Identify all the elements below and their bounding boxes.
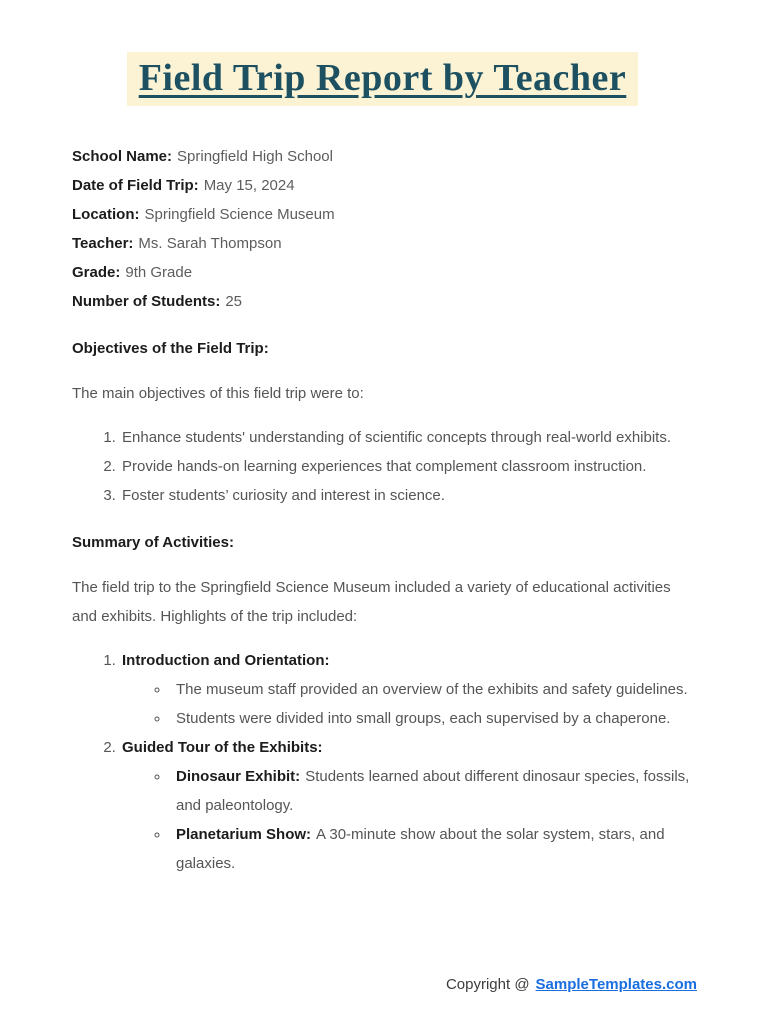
- sub-item: [170, 762, 695, 820]
- detail-row-location: [72, 200, 695, 229]
- objectives-heading: Objectives of the Field Trip:: [72, 340, 269, 357]
- detail-row-grade: [72, 258, 695, 287]
- summary-item-title: Introduction and Orientation:: [122, 652, 330, 669]
- detail-row-students: [72, 287, 695, 316]
- detail-label: Number of Students:: [72, 293, 221, 310]
- sub-item-text: Students learned about different dinosaur species, fossils, and paleontology.: [176, 768, 690, 814]
- copyright-link[interactable]: SampleTemplates.com: [535, 976, 697, 993]
- sub-item-bold: Dinosaur Exhibit:: [176, 768, 301, 785]
- detail-value: 25: [225, 293, 243, 310]
- detail-value: Ms. Sarah Thompson: [138, 235, 282, 252]
- detail-row-teacher: [72, 229, 695, 258]
- detail-label: School Name:: [72, 148, 173, 165]
- sub-item-text: A 30-minute show about the solar system, stars, and galaxies.: [176, 826, 665, 872]
- summary-item: [120, 646, 695, 733]
- detail-value: 9th Grade: [125, 264, 193, 281]
- detail-label: Teacher:: [72, 235, 134, 252]
- sub-item-text: The museum staff provided an overview of the exhibits and safety guidelines.: [176, 681, 688, 698]
- detail-value: Springfield Science Museum: [144, 206, 335, 223]
- detail-label: Location:: [72, 206, 140, 223]
- sub-list: [122, 762, 695, 878]
- summary-intro: The field trip to the Springfield Science Museum included a variety of educational activities and exhibits. Highlights of the trip included:: [72, 579, 671, 625]
- sub-item-text: Students were divided into small groups, each supervised by a chaperone.: [176, 710, 671, 727]
- detail-value: May 15, 2024: [203, 177, 295, 194]
- page-title: Field Trip Report by Teacher: [138, 57, 627, 99]
- title-highlight: [127, 52, 639, 106]
- sub-list: [122, 675, 695, 733]
- detail-row-school: [72, 142, 695, 171]
- trip-details: [72, 142, 695, 316]
- summary-list: [72, 646, 695, 878]
- detail-row-date: [72, 171, 695, 200]
- summary-item-title: Guided Tour of the Exhibits:: [122, 739, 323, 756]
- document-body: [0, 142, 765, 878]
- summary-heading: Summary of Activities:: [72, 534, 234, 551]
- objectives-list: [72, 423, 695, 510]
- sub-item-bold: Planetarium Show:: [176, 826, 312, 843]
- detail-value: Springfield High School: [177, 148, 333, 165]
- sub-item: [170, 820, 695, 878]
- objective-item: 1. Enhance students' understanding of scientific concepts through real-world exhibits.: [120, 423, 695, 452]
- footer: [446, 970, 697, 999]
- sub-item: [170, 675, 695, 704]
- title-section: [0, 0, 765, 106]
- summary-item: [120, 733, 695, 878]
- detail-label: Date of Field Trip:: [72, 177, 199, 194]
- objectives-intro: The main objectives of this field trip were to:: [72, 385, 364, 402]
- sub-item: [170, 704, 695, 733]
- objective-item: 2. Provide hands-on learning experiences that complement classroom instruction.: [120, 452, 695, 481]
- copyright-text: Copyright @: [445, 976, 530, 993]
- objective-item: 3. Foster students’ curiosity and interest in science.: [120, 481, 695, 510]
- detail-label: Grade:: [72, 264, 121, 281]
